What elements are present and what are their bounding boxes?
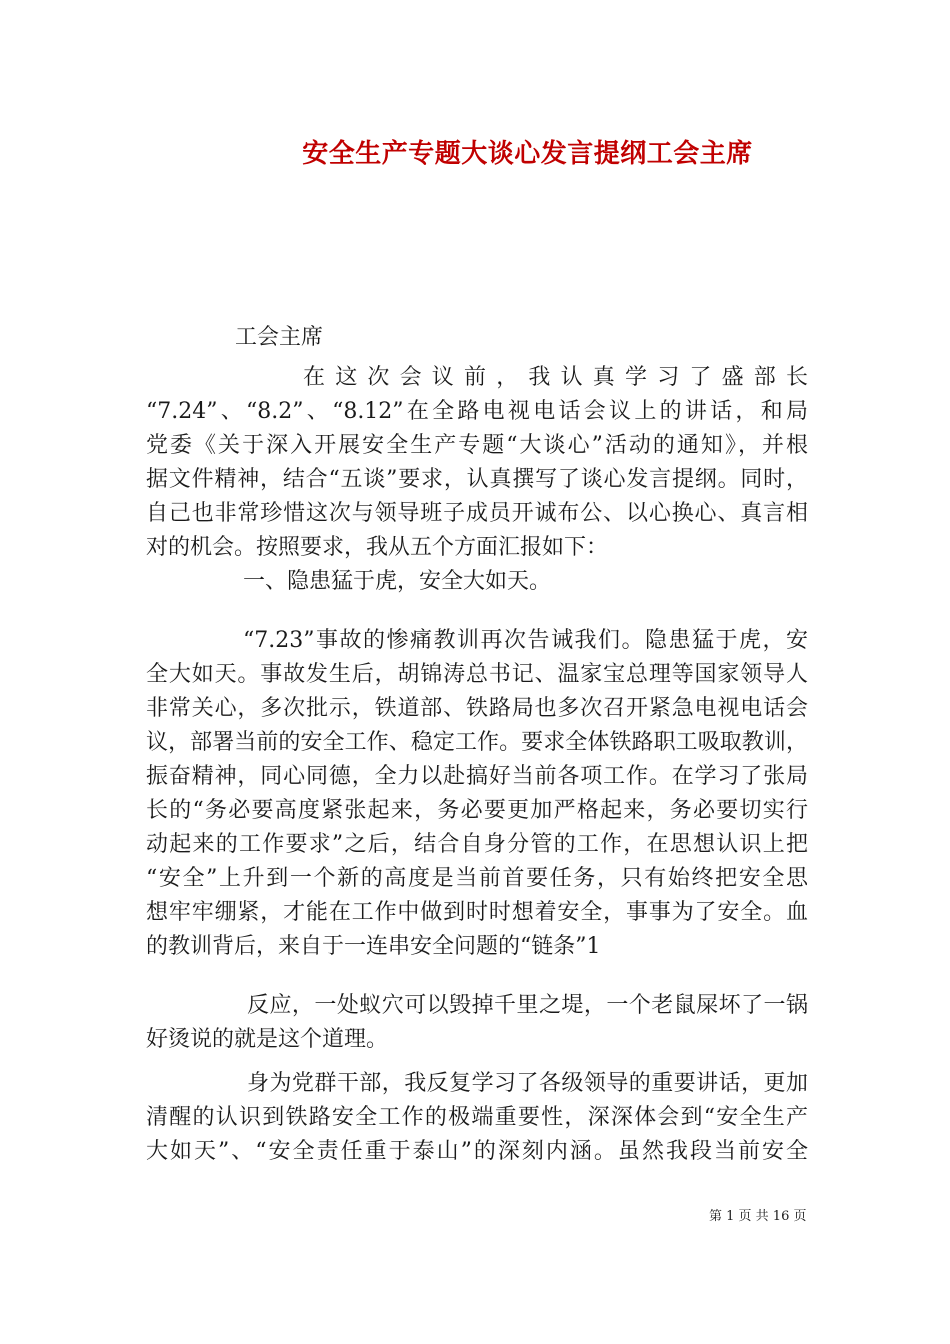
paragraph-line: 在这次会议前，我认真学习了盛部长 (303, 365, 808, 390)
paragraph-line: 据文件精神，结合“五谈”要求，认真撰写了谈心发言提纲。同时， (146, 467, 808, 492)
paragraph-line: 身为党群干部，我反复学习了各级领导的重要讲话，更加 (247, 1071, 808, 1096)
paragraph-line: 对的机会。按照要求，我从五个方面汇报如下： (146, 535, 609, 560)
paragraph-line: 的教训背后，来自于一连串安全问题的“链条”1 (146, 934, 601, 959)
paragraph-line: 大如天”、“安全责任重于泰山”的深刻内涵。虽然我段当前安全 (146, 1139, 808, 1164)
paragraph-line: 动起来的工作要求”之后，结合自身分管的工作，在思想认识上把 (146, 832, 808, 857)
paragraph-line: “安全”上升到一个新的高度是当前首要任务，只有始终把安全思 (146, 866, 808, 891)
paragraph-line: “7.24”、“8.2”、“8.12”在全路电视电话会议上的讲话，和局 (146, 399, 808, 424)
paragraph-line: 好烫说的就是这个道理。 (146, 1027, 389, 1052)
paragraph-line: 党委《关于深入开展安全生产专题“大谈心”活动的通知》，并根 (146, 433, 808, 458)
paragraph-line: 清醒的认识到铁路安全工作的极端重要性，深深体会到“安全生产 (146, 1105, 808, 1130)
page-number: 第 1 页 共 16 页 (709, 1209, 807, 1224)
paragraph-line: “7.23”事故的惨痛教训再次告诫我们。隐患猛于虎，安 (243, 628, 808, 653)
paragraph-line: 想牢牢绷紧，才能在工作中做到时时想着安全，事事为了安全。血 (146, 900, 808, 925)
author-line: 工会主席 (235, 325, 324, 350)
section-heading: 一、隐患猛于虎，安全大如天。 (243, 569, 552, 594)
paragraph-line: 反应，一处蚁穴可以毁掉千里之堤，一个老鼠屎坏了一锅 (247, 993, 808, 1018)
paragraph-line: 议，部署当前的安全工作、稳定工作。要求全体铁路职工吸取教训， (146, 730, 808, 755)
paragraph-line: 长的“务必要高度紧张起来，务必要更加严格起来，务必要切实行 (146, 798, 808, 823)
paragraph-line: 振奋精神，同心同德，全力以赴搞好当前各项工作。在学习了张局 (146, 764, 808, 789)
paragraph-line: 自己也非常珍惜这次与领导班子成员开诚布公、以心换心、真言相 (146, 501, 808, 526)
paragraph-line: 全大如天。事故发生后，胡锦涛总书记、温家宝总理等国家领导人 (146, 662, 808, 687)
document-title: 安全生产专题大谈心发言提纲工会主席 (302, 139, 753, 169)
paragraph-line: 非常关心，多次批示，铁道部、铁路局也多次召开紧急电视电话会 (146, 696, 808, 721)
